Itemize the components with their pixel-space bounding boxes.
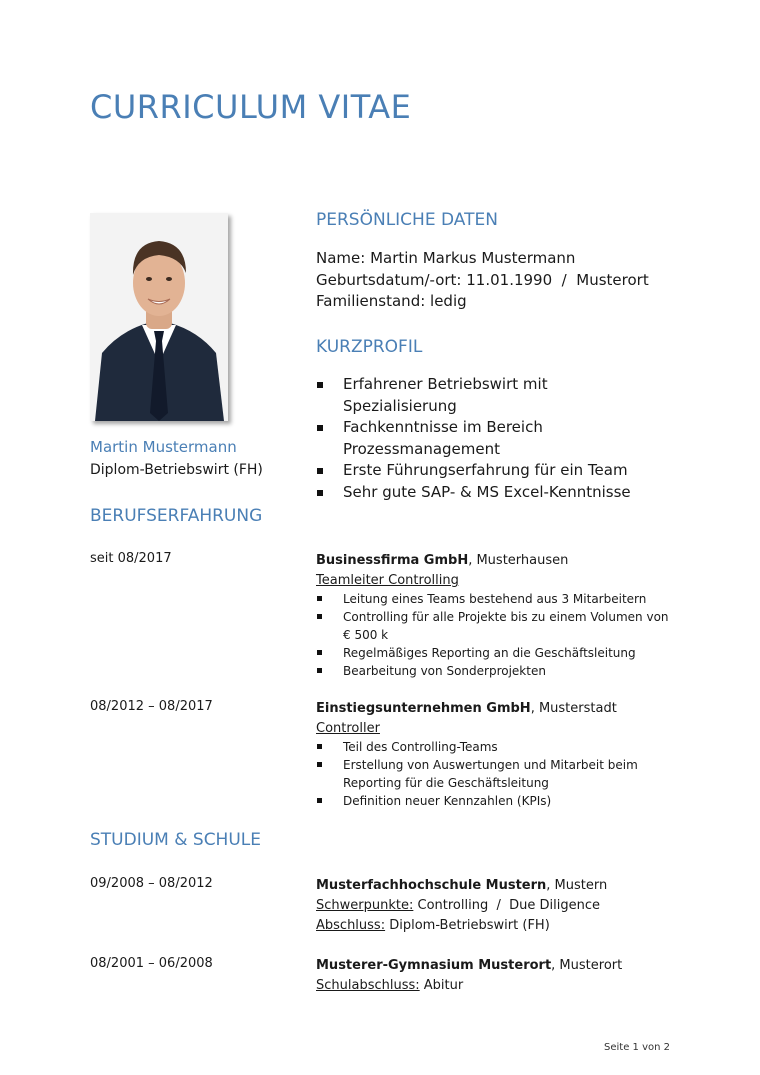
profile-name: Martin Mustermann [90,438,237,456]
job-entry [316,551,696,591]
graduation-label: Schulabschluss: [316,978,420,993]
list-item: Bearbeitung von Sonderprojekten [343,662,673,680]
page-title: CURRICULUM VITAE [90,88,412,126]
page-number: Seite 1 von 2 [604,1042,670,1053]
list-item: Erste Führungserfahrung für ein Team [343,460,663,482]
job-period: 08/2012 – 08/2017 [90,699,213,714]
list-item: Leitung eines Teams bestehend aus 3 Mitarbeitern [343,590,673,608]
list-item: Regelmäßiges Reporting an die Geschäftsleitung [343,644,673,662]
list-item: Definition neuer Kennzahlen (KPIs) [343,792,673,810]
personal-data-heading: PERSÖNLICHE DATEN [316,210,498,230]
list-item: Fachkenntnisse im Bereich Prozessmanagement [343,417,663,460]
job-tasks [343,738,673,810]
list-item: Teil des Controlling-Teams [343,738,673,756]
degree-value: Diplom-Betriebswirt (FH) [385,918,550,933]
list-item: Erstellung von Auswertungen und Mitarbeit beim Reporting für die Geschäftsleitung [343,756,673,792]
job-location: , Musterhausen [468,553,569,568]
job-company: Businessfirma GmbH [316,553,469,568]
job-tasks [343,590,673,680]
education-location: , Musterort [551,958,623,973]
profile-photo [90,213,228,421]
birth-line: Geburtsdatum/-ort: 11.01.1990 / Musterort [316,270,649,289]
job-role: Controller [316,721,380,736]
education-school: Musterer-Gymnasium Musterort [316,958,552,973]
name-line: Name: Martin Markus Mustermann [316,249,576,267]
education-period: 09/2008 – 08/2012 [90,876,213,891]
focus-label: Schwerpunkte: [316,898,414,913]
job-period: seit 08/2017 [90,551,172,566]
education-period: 08/2001 – 06/2008 [90,956,213,971]
job-location: , Musterstadt [530,701,617,716]
profile-degree: Diplom-Betriebswirt (FH) [90,462,263,478]
list-item: Sehr gute SAP- & MS Excel-Kenntnisse [343,482,663,504]
job-company: Einstiegsunternehmen GmbH [316,701,531,716]
job-role: Teamleiter Controlling [316,573,459,588]
education-entry [316,956,716,996]
person-portrait-icon [90,213,228,421]
degree-label: Abschluss: [316,918,386,933]
list-item: Controlling für alle Projekte bis zu einem Volumen von € 500 k [343,608,673,644]
education-location: , Mustern [546,878,608,893]
education-entry [316,876,716,936]
kurzprofil-list [343,374,663,503]
personal-data-block [316,248,716,313]
kurzprofil-heading: KURZPROFIL [316,337,423,357]
graduation-value: Abitur [419,978,464,993]
experience-heading: BERUFSERFAHRUNG [90,506,263,526]
focus-value: Controlling / Due Diligence [413,898,600,913]
job-entry [316,699,696,739]
family-line: Familienstand: ledig [316,292,467,310]
list-item: Erfahrener Betriebswirt mit Spezialisierung [343,374,663,417]
education-school: Musterfachhochschule Mustern [316,878,547,893]
education-heading: STUDIUM & SCHULE [90,830,261,850]
